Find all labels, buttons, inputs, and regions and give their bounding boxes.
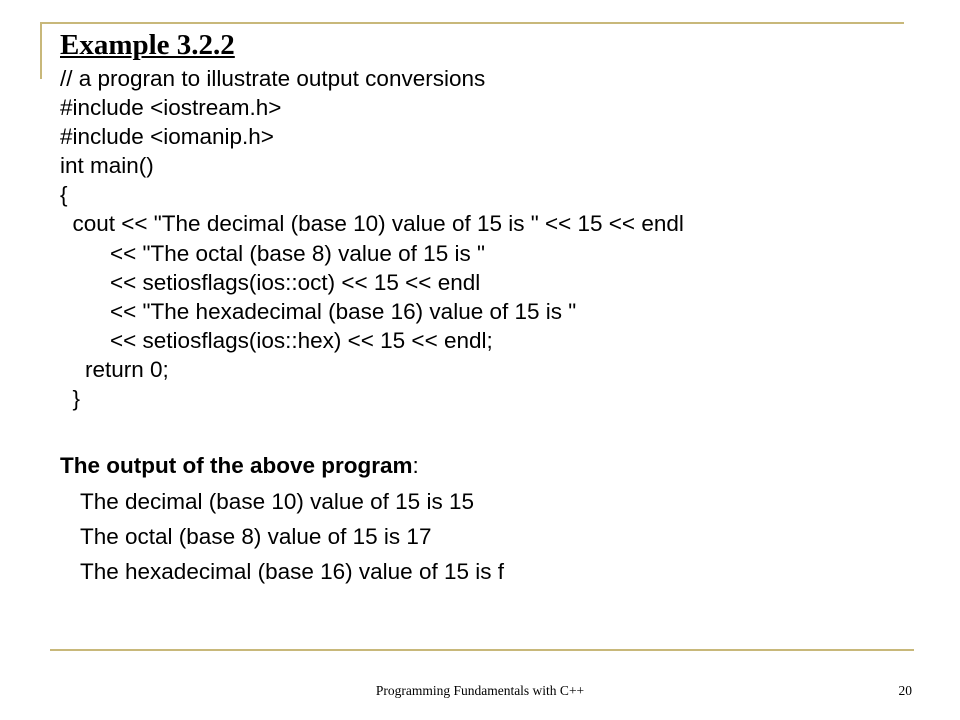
output-line: The octal (base 8) value of 15 is 17: [80, 524, 432, 549]
footer-title: Programming Fundamentals with C++: [375, 683, 585, 698]
output-heading-colon: :: [412, 453, 419, 478]
page-number: 20: [898, 683, 912, 698]
output-heading: [60, 449, 419, 483]
slide-title: Example 3.2.2: [60, 29, 235, 61]
code-line: #include <iomanip.h>: [60, 124, 274, 150]
output-line: The decimal (base 10) value of 15 is 15: [80, 489, 474, 514]
top-rule: [40, 22, 904, 24]
code-line: << "The octal (base 8) value of 15 is ": [60, 240, 485, 266]
program-output: [80, 484, 504, 589]
code-line: return 0;: [60, 356, 169, 382]
code-line: {: [60, 182, 68, 208]
left-rule: [40, 22, 42, 79]
code-line: // a progran to illustrate output conversions: [60, 66, 486, 91]
output-line: The hexadecimal (base 16) value of 15 is f: [80, 559, 504, 584]
code-line: int main(): [60, 153, 154, 179]
code-line: cout << "The decimal (base 10) value of 15 is " << 15 << endl: [60, 211, 684, 237]
code-line: }: [60, 386, 81, 412]
code-block: [60, 64, 684, 413]
code-line: << setiosflags(ios::oct) << 15 << endl: [60, 269, 481, 295]
code-line: #include <iostream.h>: [60, 95, 282, 121]
output-heading-label: The output of the above program: [60, 453, 413, 478]
code-line: << "The hexadecimal (base 16) value of 15 is ": [60, 298, 577, 324]
code-line: << setiosflags(ios::hex) << 15 << endl;: [60, 327, 493, 353]
bottom-rule: [50, 649, 914, 651]
